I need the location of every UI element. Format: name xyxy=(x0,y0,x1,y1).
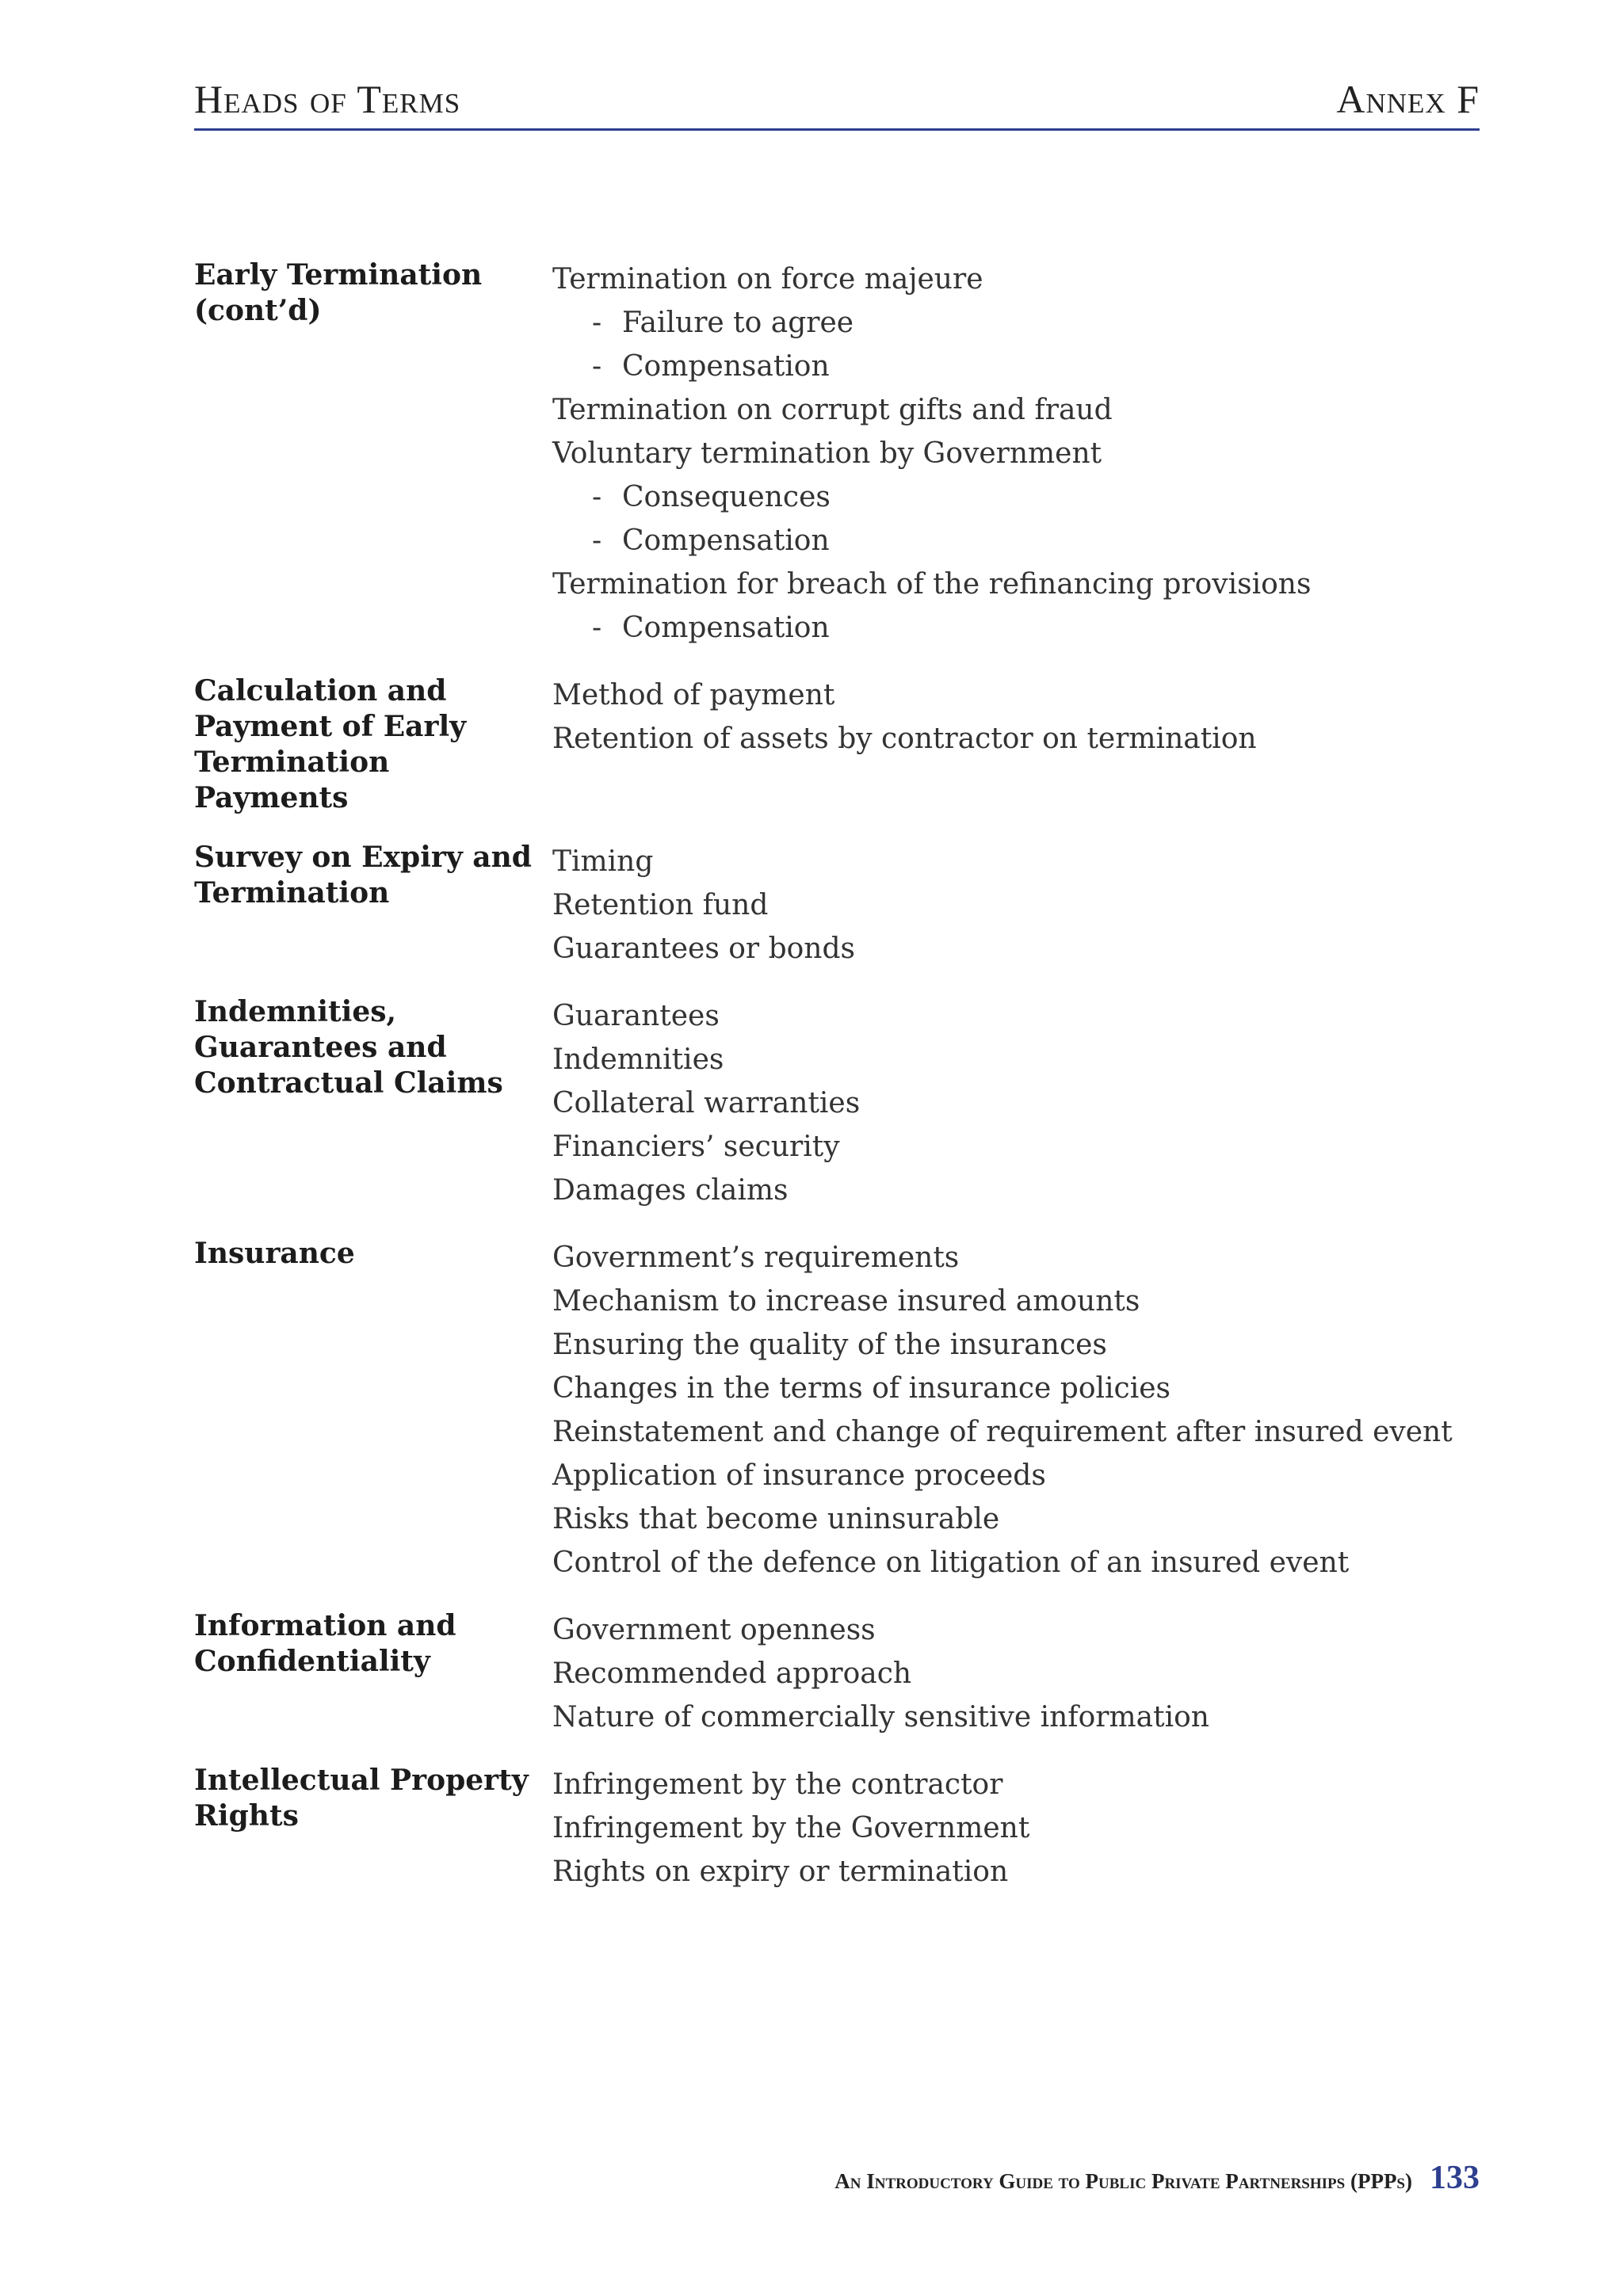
section-items xyxy=(552,1236,1480,1585)
item-text: Application of insurance proceeds xyxy=(552,1459,1046,1492)
list-item xyxy=(552,1410,1480,1454)
item-text: Retention of assets by contractor on termination xyxy=(552,723,1257,755)
sub-item xyxy=(552,301,1480,345)
list-item xyxy=(552,1169,1480,1212)
sub-item xyxy=(552,519,1480,563)
section-items xyxy=(552,1763,1480,1894)
item-text: Changes in the terms of insurance policies xyxy=(552,1372,1170,1405)
item-text: Termination on force majeure xyxy=(552,263,983,296)
term-section xyxy=(194,257,1480,650)
header-annex: Annex F xyxy=(1336,77,1480,121)
dash-bullet: - xyxy=(592,612,602,644)
list-item xyxy=(552,563,1480,606)
list-item xyxy=(552,673,1480,717)
list-item xyxy=(552,1280,1480,1323)
item-text: Compensation xyxy=(622,612,830,644)
item-text: Termination for breach of the refinancing provisions xyxy=(552,568,1312,601)
term-section xyxy=(194,1608,1480,1739)
item-text: Compensation xyxy=(622,350,830,383)
list-item xyxy=(552,1763,1480,1806)
sub-item xyxy=(552,345,1480,388)
section-title: Calculation and Payment of Early Termination Payments xyxy=(194,674,467,814)
item-text: Reinstatement and change of requirement after insured event xyxy=(552,1416,1453,1448)
list-item xyxy=(552,1806,1480,1850)
item-text: Rights on expiry or termination xyxy=(552,1855,1009,1888)
page-footer xyxy=(834,2159,1480,2197)
item-text: Retention fund xyxy=(552,889,769,921)
footer-title: An Introductory Guide to Public Private Partnerships (PPPs) xyxy=(834,2169,1412,2193)
item-text: Compensation xyxy=(622,524,830,557)
item-text: Ensuring the quality of the insurances xyxy=(552,1329,1107,1361)
list-item xyxy=(552,1081,1480,1125)
list-item xyxy=(552,1125,1480,1169)
item-text: Failure to agree xyxy=(622,307,854,339)
section-title: Intellectual Property Rights xyxy=(194,1764,529,1833)
list-item xyxy=(552,257,1480,301)
item-text: Collateral warranties xyxy=(552,1087,861,1119)
item-text: Indemnities xyxy=(552,1043,724,1076)
item-text: Termination on corrupt gifts and fraud xyxy=(552,394,1113,426)
list-item xyxy=(552,1367,1480,1410)
section-title: Early Termination (cont’d) xyxy=(194,258,483,327)
item-text: Method of payment xyxy=(552,679,835,711)
list-item xyxy=(552,1497,1480,1541)
item-text: Nature of commercially sensitive information xyxy=(552,1701,1209,1733)
section-title: Indemnities, Guarantees and Contractual Claims xyxy=(194,995,503,1100)
list-item xyxy=(552,1850,1480,1894)
list-item xyxy=(552,840,1480,883)
term-section xyxy=(194,1763,1480,1894)
item-text: Guarantees or bonds xyxy=(552,933,856,965)
item-text: Financiers’ security xyxy=(552,1131,840,1163)
item-text: Control of the defence on litigation of an insured event xyxy=(552,1547,1350,1579)
item-text: Mechanism to increase insured amounts xyxy=(552,1285,1140,1318)
dash-bullet: - xyxy=(592,307,602,339)
item-text: Consequences xyxy=(622,481,831,513)
dash-bullet: - xyxy=(592,524,602,557)
list-item xyxy=(552,1323,1480,1367)
section-items xyxy=(552,1608,1480,1739)
section-title: Information and Confidentiality xyxy=(194,1609,456,1678)
sub-item xyxy=(552,606,1480,650)
item-text: Timing xyxy=(552,845,654,878)
section-title: Survey on Expiry and Termination xyxy=(194,841,532,910)
list-item xyxy=(552,1608,1480,1652)
section-title: Insurance xyxy=(194,1237,355,1270)
list-item xyxy=(552,994,1480,1038)
section-items xyxy=(552,257,1480,650)
list-item xyxy=(552,1652,1480,1695)
list-item xyxy=(552,883,1480,927)
list-item xyxy=(552,717,1480,761)
list-item xyxy=(552,1038,1480,1081)
term-section xyxy=(194,840,1480,971)
term-section xyxy=(194,673,1480,816)
header-title: Heads of Terms xyxy=(194,77,461,121)
section-items xyxy=(552,673,1480,761)
item-text: Government openness xyxy=(552,1614,876,1646)
list-item xyxy=(552,1454,1480,1497)
list-item xyxy=(552,927,1480,971)
item-text: Voluntary termination by Government xyxy=(552,437,1102,470)
item-text: Risks that become uninsurable xyxy=(552,1503,1000,1535)
dash-bullet: - xyxy=(592,481,602,513)
list-item xyxy=(552,1236,1480,1280)
item-text: Infringement by the Government xyxy=(552,1812,1030,1844)
item-text: Guarantees xyxy=(552,1000,720,1032)
item-text: Damages claims xyxy=(552,1174,789,1207)
term-section xyxy=(194,1236,1480,1585)
sub-item xyxy=(552,475,1480,519)
page-number: 133 xyxy=(1430,2160,1480,2196)
list-item xyxy=(552,1541,1480,1585)
page-header xyxy=(194,79,1480,131)
section-items xyxy=(552,994,1480,1212)
list-item xyxy=(552,1695,1480,1739)
list-item xyxy=(552,432,1480,475)
list-item xyxy=(552,388,1480,432)
terms-list xyxy=(194,257,1480,1917)
item-text: Infringement by the contractor xyxy=(552,1768,1003,1801)
dash-bullet: - xyxy=(592,350,602,383)
item-text: Government’s requirements xyxy=(552,1241,960,1274)
item-text: Recommended approach xyxy=(552,1657,912,1690)
term-section xyxy=(194,994,1480,1212)
section-items xyxy=(552,840,1480,971)
